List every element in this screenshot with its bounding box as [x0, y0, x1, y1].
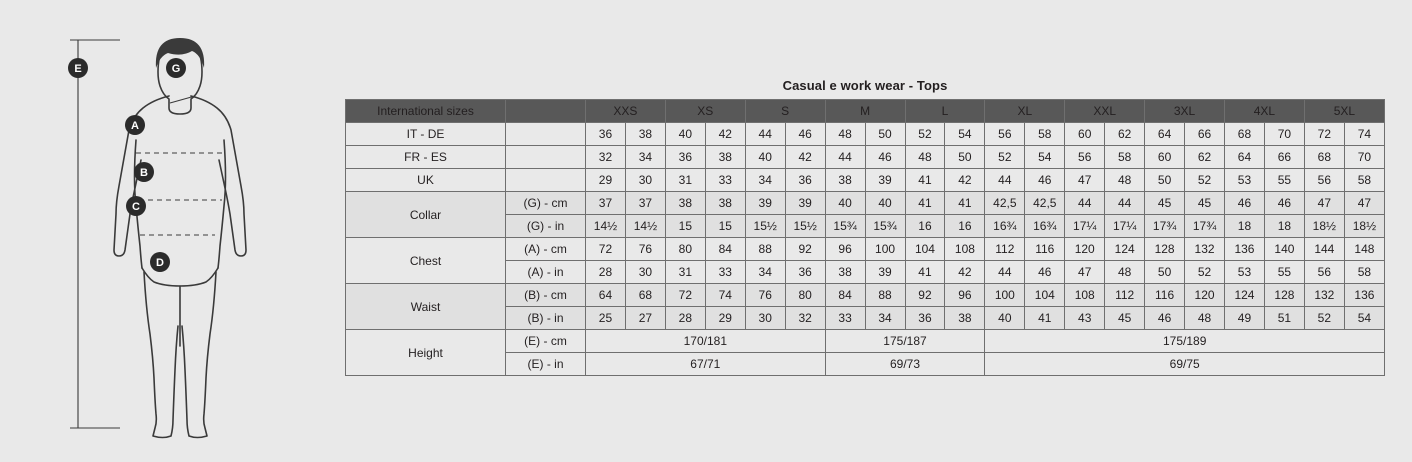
size-table-container [345, 78, 1385, 376]
row-unit-waist-cm: (B) - cm [506, 284, 586, 307]
cell: 40 [745, 146, 785, 169]
cell: 66 [1264, 146, 1304, 169]
cell: 34 [625, 146, 665, 169]
table-header [346, 100, 1385, 123]
cell: 27 [625, 307, 665, 330]
row-unit-chest-cm: (A) - cm [506, 238, 586, 261]
cell: 58 [1025, 123, 1065, 146]
row-label-fr-es: FR - ES [346, 146, 506, 169]
cell: 33 [705, 261, 745, 284]
cell: 55 [1264, 261, 1304, 284]
cell: 120 [1065, 238, 1105, 261]
cell: 14½ [625, 215, 665, 238]
row-label-waist: Waist [346, 284, 506, 330]
cell: 128 [1145, 238, 1185, 261]
cell: 45 [1105, 307, 1145, 330]
cell: 56 [1065, 146, 1105, 169]
table-row [346, 238, 1385, 261]
marker-label-D: D [156, 257, 164, 269]
marker-label-B: B [140, 167, 148, 179]
cell: 50 [865, 123, 905, 146]
cell: 41 [905, 169, 945, 192]
cell: 74 [1344, 123, 1384, 146]
cell: 36 [785, 261, 825, 284]
row-label-chest: Chest [346, 238, 506, 284]
cell: 72 [586, 238, 626, 261]
cell: 60 [1145, 146, 1185, 169]
cell: 38 [825, 169, 865, 192]
cell: 42,5 [1025, 192, 1065, 215]
cell: 46 [1025, 261, 1065, 284]
cell: 68 [625, 284, 665, 307]
cell: 55 [1264, 169, 1304, 192]
cell: 30 [625, 169, 665, 192]
cell: 28 [586, 261, 626, 284]
cell: 15¾ [825, 215, 865, 238]
cell: 38 [625, 123, 665, 146]
cell: 39 [745, 192, 785, 215]
cell: 116 [1025, 238, 1065, 261]
cell: 49 [1225, 307, 1265, 330]
cell: 64 [1225, 146, 1265, 169]
cell-group: 69/75 [985, 353, 1385, 376]
cell: 44 [1065, 192, 1105, 215]
cell: 47 [1065, 169, 1105, 192]
header-unit-blank [506, 100, 586, 123]
cell: 48 [1185, 307, 1225, 330]
cell: 108 [1065, 284, 1105, 307]
cell: 16 [945, 215, 985, 238]
cell: 51 [1264, 307, 1304, 330]
cell: 36 [785, 169, 825, 192]
cell: 44 [1105, 192, 1145, 215]
row-unit-it-de [506, 123, 586, 146]
cell: 15½ [745, 215, 785, 238]
cell: 46 [865, 146, 905, 169]
cell: 48 [1105, 261, 1145, 284]
table-row [346, 146, 1385, 169]
cell: 46 [785, 123, 825, 146]
cell: 29 [705, 307, 745, 330]
cell: 38 [665, 192, 705, 215]
table-row [346, 330, 1385, 353]
cell: 56 [1304, 169, 1344, 192]
size-table [345, 99, 1385, 376]
cell: 38 [705, 146, 745, 169]
cell: 16¾ [1025, 215, 1065, 238]
cell: 128 [1264, 284, 1304, 307]
table-row [346, 192, 1385, 215]
cell: 42 [785, 146, 825, 169]
cell: 38 [825, 261, 865, 284]
marker-label-G: G [171, 63, 181, 75]
cell: 84 [705, 238, 745, 261]
header-size-l: L [905, 100, 985, 123]
cell: 18 [1264, 215, 1304, 238]
cell: 39 [865, 169, 905, 192]
cell: 50 [945, 146, 985, 169]
cell: 46 [1225, 192, 1265, 215]
cell: 16¾ [985, 215, 1025, 238]
cell: 30 [745, 307, 785, 330]
cell: 42 [945, 261, 985, 284]
cell: 104 [905, 238, 945, 261]
cell: 116 [1145, 284, 1185, 307]
row-label-it-de: IT - DE [346, 123, 506, 146]
cell: 42 [705, 123, 745, 146]
row-unit-collar-cm: (G) - cm [506, 192, 586, 215]
row-unit-collar-in: (G) - in [506, 215, 586, 238]
cell: 44 [825, 146, 865, 169]
cell: 45 [1145, 192, 1185, 215]
header-size-4xl: 4XL [1225, 100, 1305, 123]
cell: 47 [1304, 192, 1344, 215]
cell: 56 [1304, 261, 1344, 284]
cell: 46 [1025, 169, 1065, 192]
cell: 46 [1145, 307, 1185, 330]
cell: 38 [945, 307, 985, 330]
row-unit-uk [506, 169, 586, 192]
cell: 96 [945, 284, 985, 307]
cell: 37 [586, 192, 626, 215]
cell: 112 [1105, 284, 1145, 307]
table-row [346, 123, 1385, 146]
cell: 25 [586, 307, 626, 330]
cell: 17¾ [1185, 215, 1225, 238]
cell: 64 [1145, 123, 1185, 146]
cell: 40 [865, 192, 905, 215]
header-international-sizes: International sizes [346, 100, 506, 123]
cell: 33 [825, 307, 865, 330]
cell: 31 [665, 169, 705, 192]
cell: 53 [1225, 261, 1265, 284]
cell: 34 [745, 169, 785, 192]
cell: 48 [825, 123, 865, 146]
cell: 47 [1344, 192, 1384, 215]
cell: 46 [1264, 192, 1304, 215]
cell: 15 [665, 215, 705, 238]
cell: 66 [1185, 123, 1225, 146]
cell: 17¾ [1145, 215, 1185, 238]
cell: 54 [1025, 146, 1065, 169]
cell: 52 [1304, 307, 1344, 330]
cell: 58 [1105, 146, 1145, 169]
cell: 52 [1185, 169, 1225, 192]
cell: 68 [1304, 146, 1344, 169]
cell: 48 [1105, 169, 1145, 192]
cell: 144 [1304, 238, 1344, 261]
cell: 45 [1185, 192, 1225, 215]
cell: 41 [945, 192, 985, 215]
table-row [346, 284, 1385, 307]
cell-group: 170/181 [586, 330, 826, 353]
cell: 62 [1105, 123, 1145, 146]
cell-group: 175/187 [825, 330, 985, 353]
cell: 47 [1065, 261, 1105, 284]
row-unit-height-in: (E) - in [506, 353, 586, 376]
cell: 88 [745, 238, 785, 261]
marker-label-C: C [132, 201, 140, 213]
cell: 108 [945, 238, 985, 261]
cell: 96 [825, 238, 865, 261]
cell: 18 [1225, 215, 1265, 238]
marker-label-A: A [131, 120, 139, 132]
cell: 70 [1264, 123, 1304, 146]
cell: 44 [745, 123, 785, 146]
table-header-row [346, 100, 1385, 123]
cell: 40 [985, 307, 1025, 330]
cell: 40 [825, 192, 865, 215]
cell: 132 [1304, 284, 1344, 307]
table-row [346, 169, 1385, 192]
cell: 15 [705, 215, 745, 238]
cell: 60 [1065, 123, 1105, 146]
cell: 41 [905, 261, 945, 284]
cell: 132 [1185, 238, 1225, 261]
cell: 36 [665, 146, 705, 169]
cell: 58 [1344, 169, 1384, 192]
cell: 62 [1185, 146, 1225, 169]
cell: 15¾ [865, 215, 905, 238]
cell: 44 [985, 261, 1025, 284]
cell: 148 [1344, 238, 1384, 261]
row-label-uk: UK [346, 169, 506, 192]
cell: 88 [865, 284, 905, 307]
header-size-xs: XS [665, 100, 745, 123]
cell: 124 [1105, 238, 1145, 261]
cell: 80 [665, 238, 705, 261]
row-unit-chest-in: (A) - in [506, 261, 586, 284]
cell: 16 [905, 215, 945, 238]
cell: 41 [905, 192, 945, 215]
row-label-height: Height [346, 330, 506, 376]
cell: 54 [1344, 307, 1384, 330]
cell: 76 [625, 238, 665, 261]
header-size-xl: XL [985, 100, 1065, 123]
header-size-xxl: XXL [1065, 100, 1145, 123]
header-size-s: S [745, 100, 825, 123]
cell: 140 [1264, 238, 1304, 261]
cell: 31 [665, 261, 705, 284]
cell: 92 [905, 284, 945, 307]
cell: 52 [985, 146, 1025, 169]
cell: 70 [1344, 146, 1384, 169]
cell: 36 [905, 307, 945, 330]
header-size-3xl: 3XL [1145, 100, 1225, 123]
cell: 124 [1225, 284, 1265, 307]
cell: 17¼ [1105, 215, 1145, 238]
cell: 136 [1344, 284, 1384, 307]
cell: 68 [1225, 123, 1265, 146]
cell: 41 [1025, 307, 1065, 330]
cell: 42,5 [985, 192, 1025, 215]
cell: 104 [1025, 284, 1065, 307]
cell: 52 [905, 123, 945, 146]
cell-group: 175/189 [985, 330, 1385, 353]
row-unit-fr-es [506, 146, 586, 169]
cell: 52 [1185, 261, 1225, 284]
cell: 100 [865, 238, 905, 261]
cell: 50 [1145, 261, 1185, 284]
cell: 74 [705, 284, 745, 307]
cell: 33 [705, 169, 745, 192]
cell: 40 [665, 123, 705, 146]
cell: 34 [745, 261, 785, 284]
cell: 72 [665, 284, 705, 307]
cell: 34 [865, 307, 905, 330]
header-size-5xl: 5XL [1304, 100, 1384, 123]
cell: 43 [1065, 307, 1105, 330]
cell: 30 [625, 261, 665, 284]
cell: 18½ [1304, 215, 1344, 238]
marker-label-E: E [74, 63, 82, 75]
row-unit-waist-in: (B) - in [506, 307, 586, 330]
cell: 28 [665, 307, 705, 330]
cell: 80 [785, 284, 825, 307]
cell: 56 [985, 123, 1025, 146]
cell: 112 [985, 238, 1025, 261]
cell: 32 [785, 307, 825, 330]
cell: 44 [985, 169, 1025, 192]
cell: 32 [586, 146, 626, 169]
table-body [346, 123, 1385, 376]
body-measurement-diagram [40, 10, 320, 450]
cell: 39 [785, 192, 825, 215]
cell: 38 [705, 192, 745, 215]
cell-group: 69/73 [825, 353, 985, 376]
header-size-m: M [825, 100, 905, 123]
cell: 84 [825, 284, 865, 307]
cell: 72 [1304, 123, 1344, 146]
cell: 64 [586, 284, 626, 307]
table-title: Casual e work wear - Tops [782, 78, 948, 93]
row-label-collar: Collar [346, 192, 506, 238]
cell: 15½ [785, 215, 825, 238]
cell: 50 [1145, 169, 1185, 192]
cell: 120 [1185, 284, 1225, 307]
cell: 76 [745, 284, 785, 307]
cell: 92 [785, 238, 825, 261]
cell: 42 [945, 169, 985, 192]
cell: 54 [945, 123, 985, 146]
cell: 36 [586, 123, 626, 146]
cell: 14½ [586, 215, 626, 238]
cell: 100 [985, 284, 1025, 307]
cell: 53 [1225, 169, 1265, 192]
cell: 29 [586, 169, 626, 192]
header-size-xxs: XXS [586, 100, 666, 123]
cell: 136 [1225, 238, 1265, 261]
cell: 17¼ [1065, 215, 1105, 238]
cell: 18½ [1344, 215, 1384, 238]
cell: 37 [625, 192, 665, 215]
cell: 58 [1344, 261, 1384, 284]
cell: 39 [865, 261, 905, 284]
cell-group: 67/71 [586, 353, 826, 376]
cell: 48 [905, 146, 945, 169]
row-unit-height-cm: (E) - cm [506, 330, 586, 353]
